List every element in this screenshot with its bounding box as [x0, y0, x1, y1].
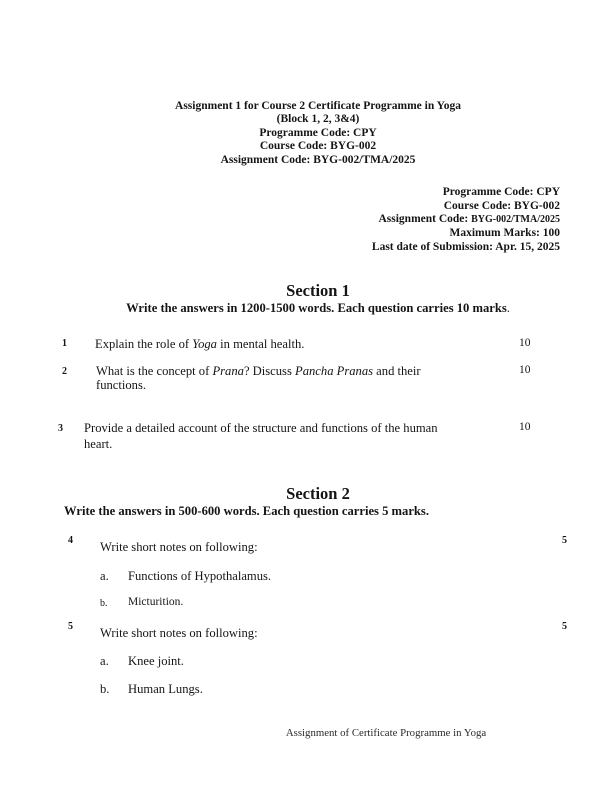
meta-submission-date: Last date of Submission: Apr. 15, 2025 [371, 240, 560, 253]
section2-title: Section 2 [286, 484, 350, 503]
section1-subtitle: Write the answers in 1200-1500 words. Each question carries 10 marks. [126, 301, 510, 315]
meta-assignment-code: Assignment Code: BYG-002/TMA/2025 [378, 213, 560, 226]
header-programme-code: Programme Code: CPY [259, 126, 377, 139]
question-text: Provide a detailed account of the structure and functions of the human heart. [84, 421, 438, 451]
header-course-code: Course Code: BYG-002 [259, 140, 377, 153]
subitem-text: Human Lungs. [128, 682, 203, 696]
question-number: 2 [62, 366, 67, 377]
page-footer: Assignment of Certificate Programme in Yoga [285, 727, 487, 739]
subitem-label: a. [100, 569, 109, 583]
header-title: Assignment 1 for Course 2 Certificate Programme in Yoga [175, 100, 461, 112]
meta-programme-code: Programme Code: CPY [442, 186, 560, 198]
header-assignment-code: Assignment Code: BYG-002/TMA/2025 [220, 153, 416, 166]
header-block-range: (Block 1, 2, 3&4) [276, 113, 360, 126]
question-number: 5 [68, 621, 73, 632]
subitem-text: Knee joint. [128, 654, 184, 668]
question-number: 3 [58, 423, 63, 434]
question-marks: 5 [562, 535, 567, 546]
section1-title: Section 1 [286, 281, 350, 300]
question-text: Explain the role of Yoga in mental health. [95, 337, 305, 351]
subitem-label: a. [100, 654, 109, 668]
question-text: Write short notes on following: [100, 540, 258, 554]
meta-course-code: Course Code: BYG-002 [443, 199, 560, 212]
section2-subtitle: Write the answers in 500-600 words. Each question carries 5 marks. [64, 504, 429, 518]
question-text: What is the concept of Prana? Discuss Pancha Pranas and their functions. [96, 364, 421, 392]
question-number: 1 [62, 338, 67, 349]
question-marks: 10 [519, 364, 531, 376]
subitem-label: b. [100, 682, 110, 696]
subitem-text: Functions of Hypothalamus. [128, 569, 272, 583]
question-text: Write short notes on following: [100, 626, 258, 640]
question-marks: 5 [562, 621, 567, 632]
meta-maximum-marks: Maximum Marks: 100 [449, 227, 560, 240]
question-marks: 10 [519, 421, 531, 433]
question-marks: 10 [519, 337, 531, 349]
document-header [24, 100, 612, 167]
meta-info-block [372, 186, 560, 255]
question-number: 4 [68, 535, 73, 546]
subitem-text: Micturition. [128, 596, 184, 608]
subitem-label: b. [100, 598, 108, 609]
